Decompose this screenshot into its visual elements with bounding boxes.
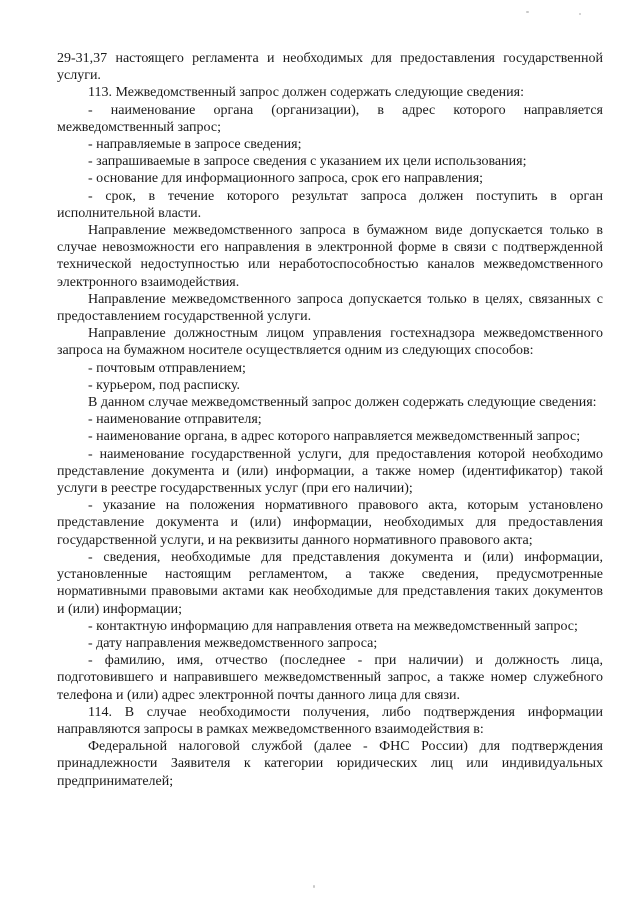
list-item-agency-name: - наименование органа (организации), в адрес которого направляется межведомственный запрос;: [57, 102, 603, 135]
document-body: [57, 50, 603, 790]
list-item-responsible-person: - фамилию, имя, отчество (последнее - при наличии) и должность лица, подготовившего и направившего межведомственный запрос, а также номер служебного телефона и (или) адрес электронной почты данного лица для связи.: [57, 653, 603, 703]
scan-speck: [526, 11, 529, 13]
paragraph-paper-request-contents: В данном случае межведомственный запрос должен содержать следующие сведения:: [88, 395, 597, 411]
paragraph-regulation-reference: 29-31,37 настоящего регламента и необходимых для предоставления государственной услуги.: [57, 51, 603, 84]
list-item-postal-delivery: - почтовым отправлением;: [88, 360, 246, 376]
list-item-contact-info: - контактную информацию для направления ответа на межведомственный запрос;: [88, 618, 578, 634]
list-item-sent-info: - направляемые в запросе сведения;: [88, 137, 302, 153]
paragraph-section-113-heading: 113. Межведомственный запрос должен содержать следующие сведения:: [88, 85, 524, 101]
scan-speck: [313, 885, 315, 888]
list-item-response-deadline: - срок, в течение которого результат запроса должен поступить в орган исполнительной власти.: [57, 188, 603, 221]
paragraph-fns-request: Федеральной налоговой службой (далее - ФНС России) для подтверждения принадлежности Заявителя к категории юридических лиц или индивидуальных предпринимателей;: [57, 739, 603, 789]
list-item-request-basis: - основание для информационного запроса, срок его направления;: [88, 171, 484, 187]
paragraph-request-purpose: Направление межведомственного запроса допускается только в целях, связанных с предоставлением государственной услуги.: [57, 291, 603, 325]
paragraph-section-114: 114. В случае необходимости получения, либо подтверждения информации направляются запросы в рамках межведомственного взаимодействия в:: [57, 704, 603, 737]
paragraph-paper-delivery-methods: Направление должностным лицом управления гостехнадзора межведомственного запроса на бумажном носителе осуществляется одним из следующих способов:: [57, 326, 603, 359]
list-item-request-date: - дату направления межведомственного запроса;: [88, 635, 378, 651]
list-item-recipient-agency: - наименование органа, в адрес которого направляется межведомственный запрос;: [88, 429, 581, 445]
list-item-courier-delivery: - курьером, под расписку.: [88, 377, 240, 393]
paragraph-paper-request-condition: Направление межведомственного запроса в бумажном виде допускается только в случае невозможности его направления в электронной форме в связи с подтвержденной технической недоступностью или неработоспособностью каналов межведомственного электронного взаимодействия.: [57, 223, 603, 290]
scan-speck: [579, 13, 581, 15]
list-item-requested-info: - запрашиваемые в запросе сведения с указанием их цели использования;: [88, 154, 527, 170]
list-item-sender-name: - наименование отправителя;: [88, 412, 262, 428]
list-item-service-name: - наименование государственной услуги, для предоставления которой необходимо представление документа и (или) информации, а также номер (идентификатор) такой услуги в реестре государственных услуг (при его наличии);: [57, 446, 603, 497]
list-item-required-info: - сведения, необходимые для представления документа и (или) информации, установленные настоящим регламентом, а также сведения, предусмотренные нормативными правовыми актами как необходимые для представления таких документов и (или) информации;: [57, 549, 603, 617]
list-item-legal-act-reference: - указание на положения нормативного правового акта, которым установлено представление документа и (или) информации, необходимых для предоставления государственной услуги, и на реквизиты данного нормативного правового акта;: [57, 498, 603, 548]
